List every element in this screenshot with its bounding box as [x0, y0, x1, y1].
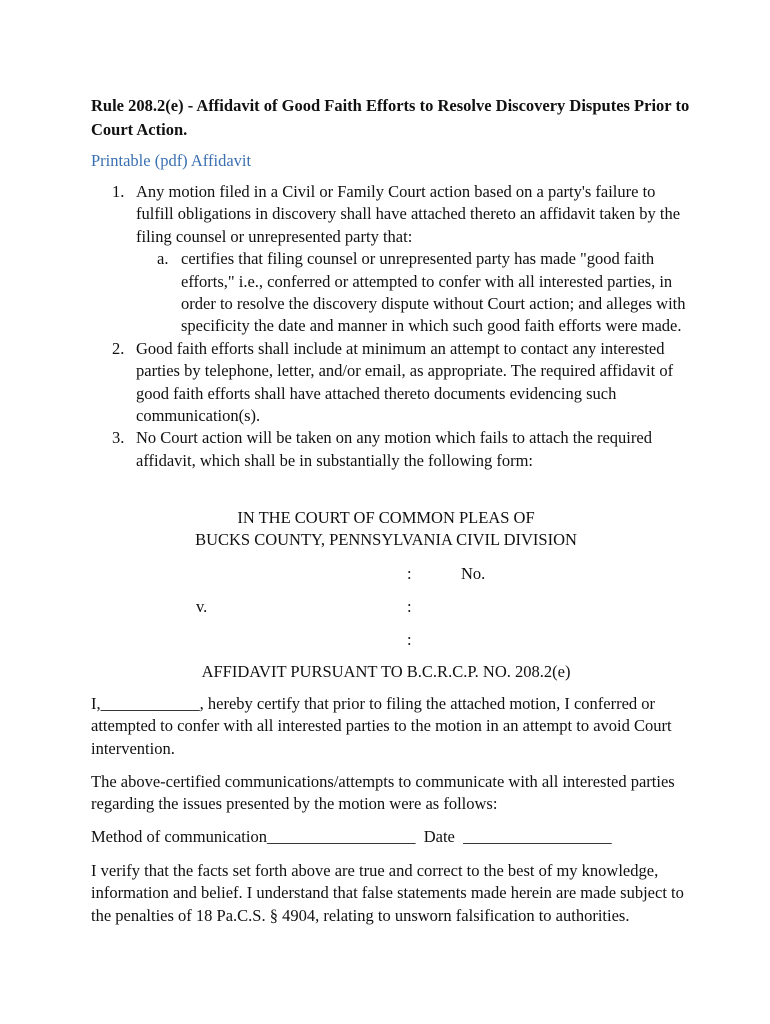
list-item-number: 1.: [112, 182, 125, 201]
list-item-text: No Court action will be taken on any motion which fails to attach the required affidavit, which shall be in substantially the following form:: [136, 428, 652, 470]
court-caption-line-2: BUCKS COUNTY, PENNSYLVANIA CIVIL DIVISION: [195, 530, 577, 549]
printable-pdf-affidavit-link[interactable]: Printable (pdf) Affidavit: [91, 151, 252, 170]
caption-colon: :: [407, 597, 412, 616]
court-caption-line-1: IN THE COURT OF COMMON PLEAS OF: [237, 508, 535, 527]
list-item-text: Any motion filed in a Civil or Family Court action based on a party's failure to fulfill obligations in discovery shall have attached thereto an affidavit taken by the filing counsel or unrepresented party that:: [136, 182, 681, 246]
sub-list-item: [136, 248, 691, 338]
versus-label: v.: [196, 597, 208, 616]
list-item-text: Good faith efforts shall include at minimum an attempt to contact any interested parties by telephone, letter, and/or email, as appropriate. The required affidavit of good faith efforts shall have attached thereto documents evidencing such communication(s).: [136, 338, 674, 426]
caption-colon: :: [407, 564, 412, 583]
caption-colon: :: [407, 630, 412, 649]
certify-paragraph: I,____________, hereby certify that prior to filing the attached motion, I conferred or attempted to confer with all interested parties to the motion in an attempt to avoid Court intervention.: [91, 694, 672, 758]
list-item: [91, 181, 691, 338]
method-date-line: Method of communication__________________ Date __________________: [91, 827, 612, 846]
communications-paragraph: The above-certified communications/attempts to communicate with all interested parties regarding the issues presented by the motion were as follows:: [91, 772, 675, 814]
list-item-number: 3.: [112, 428, 125, 448]
verification-paragraph: I verify that the facts set forth above are true and correct to the best of my knowledge, information and belief. I understand that false statements made herein are made subject to the penalties of 18 Pa.C.S. § 4904, relating to unsworn falsification to authorities.: [91, 861, 684, 925]
affidavit-heading: AFFIDAVIT PURSUANT TO B.C.R.C.P. NO. 208.2(e): [201, 662, 571, 681]
sub-list-item-letter: a.: [157, 249, 169, 269]
list-item: [91, 338, 691, 428]
docket-number-label: No.: [461, 564, 486, 583]
rule-list: [91, 181, 691, 472]
list-item: [91, 427, 691, 472]
list-item-number: 2.: [112, 338, 125, 358]
rule-title: Rule 208.2(e) - Affidavit of Good Faith Efforts to Resolve Discovery Disputes Prior to Court Action.: [91, 96, 690, 139]
sub-list-item-text: certifies that filing counsel or unrepresented party has made "good faith efforts," i.e., conferred or attempted to confer with all interested parties, in order to resolve the discovery dispute without Court action; and alleges with specificity the date and manner in which such good faith efforts were made.: [181, 249, 686, 336]
